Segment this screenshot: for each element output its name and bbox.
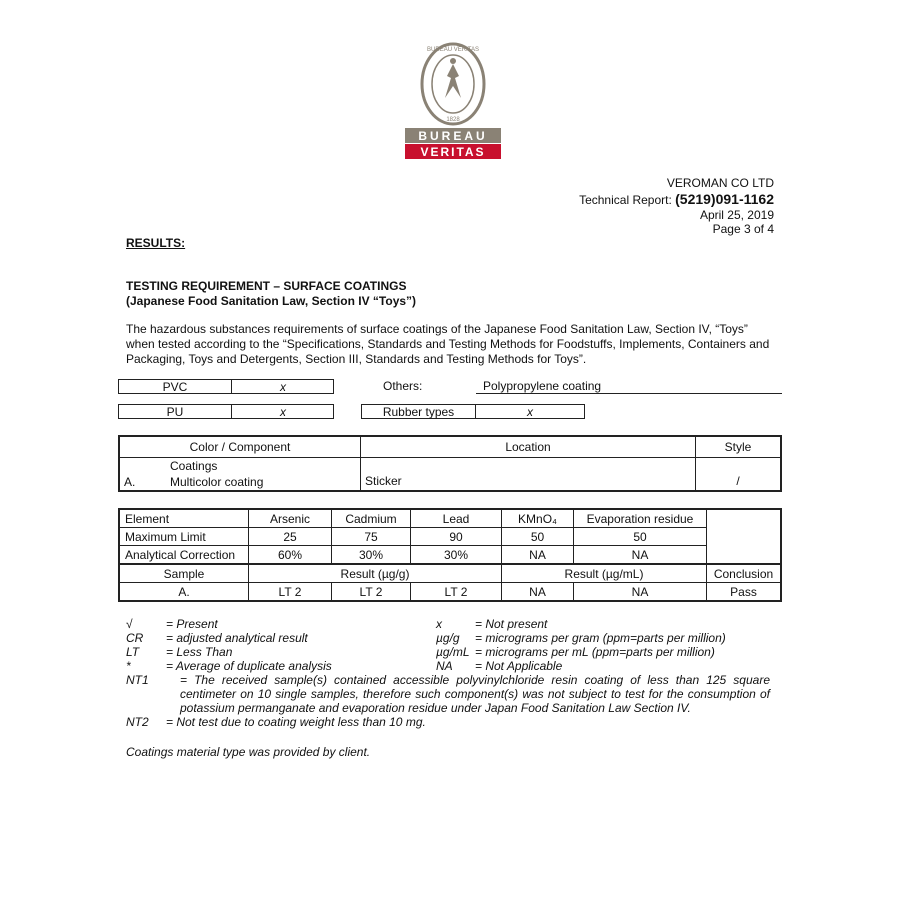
company-name: VEROMAN CO LTD: [666, 176, 774, 190]
result-evaporation: NA: [574, 583, 707, 602]
legend-symbol: *: [126, 659, 131, 673]
component-line-2: [124, 474, 356, 490]
svg-text:BUREAU VERITAS: BUREAU VERITAS: [427, 47, 479, 53]
correction-cadmium: 30%: [332, 546, 411, 565]
footnote: Coatings material type was provided by client.: [126, 745, 371, 759]
correction-kmno4: NA: [502, 546, 574, 565]
pvc-box: [118, 379, 334, 394]
correction-lead: 30%: [411, 546, 502, 565]
pvc-value: x: [280, 380, 286, 394]
max-limit-kmno4: 50: [502, 528, 574, 546]
requirement-line-1: TESTING REQUIREMENT – SURFACE COATINGS: [126, 279, 407, 293]
legend-symbol-2: x: [436, 617, 442, 631]
report-label: Technical Report:: [579, 193, 676, 207]
pu-value: x: [280, 405, 286, 419]
report-number-line: [579, 191, 774, 208]
component-id: A.: [124, 474, 136, 489]
max-limit-evaporation: 50: [574, 528, 707, 546]
requirement-line-2: (Japanese Food Sanitation Law, Section IV “Toys”): [126, 294, 417, 308]
legend-symbol-2: NA: [436, 659, 453, 673]
pvc-label: PVC: [162, 380, 188, 394]
table-row: [119, 583, 781, 602]
header-lead: Lead: [411, 509, 502, 528]
page-number: Page 3 of 4: [712, 222, 774, 236]
header-kmno4: KMnO₄: [502, 509, 574, 528]
result-kmno4: NA: [502, 583, 574, 602]
result-conclusion: Pass: [707, 583, 782, 602]
header-cadmium: Cadmium: [332, 509, 411, 528]
sample-header: Sample: [119, 564, 249, 583]
result-ug-ml-header: Result (µg/mL): [502, 564, 707, 583]
conclusion-header: Conclusion: [707, 564, 782, 583]
others-value: Polypropylene coating: [476, 379, 782, 394]
correction-evaporation: NA: [574, 546, 707, 565]
max-limit-lead: 90: [411, 528, 502, 546]
result-arsenic: LT 2: [249, 583, 332, 602]
others-label: Others:: [383, 379, 423, 393]
component-line-1: Coatings: [170, 458, 218, 473]
col-location: Location: [361, 436, 696, 457]
rubber-box: [361, 404, 585, 419]
nt2-symbol: NT2: [126, 715, 149, 729]
results-table: [118, 508, 782, 602]
sample-id: A.: [119, 583, 249, 602]
bureau-veritas-logo: [405, 42, 501, 160]
legend-symbol-2: µg/mL: [436, 645, 470, 659]
nt1-symbol: NT1: [126, 673, 149, 687]
col-color-component: Color / Component: [119, 436, 361, 457]
result-ug-g-header: Result (µg/g): [249, 564, 502, 583]
header-evaporation: Evaporation residue: [574, 509, 707, 528]
location-cell: Sticker: [361, 457, 696, 491]
legend-symbol: CR: [126, 631, 144, 645]
legend-definition: = Less Than: [166, 645, 233, 659]
legend-definition: = adjusted analytical result: [166, 631, 308, 645]
legend-symbol: √: [126, 617, 133, 631]
result-cadmium: LT 2: [332, 583, 411, 602]
style-cell: /: [696, 457, 782, 491]
legend-definition-2: = micrograms per mL (ppm=parts per million): [475, 645, 715, 659]
component-cell: [119, 457, 361, 491]
requirement-paragraph: The hazardous substances requirements of surface coatings of the Japanese Food Sanitation Law, Section IV, “Toys” when tested according to the “Specifications, Standards and Testing Methods for Foodstuffs, Implements, Containers and Packaging, Toys and Detergents, Section III, Standards and Testing Methods for Toys”.: [126, 322, 770, 366]
legend-definition: = Average of duplicate analysis: [166, 659, 332, 673]
header-element: Element: [119, 509, 249, 528]
max-limit-cadmium: 75: [332, 528, 411, 546]
nt2-text: = Not test due to coating weight less than 10 mg.: [166, 715, 426, 729]
svg-text:1828: 1828: [446, 117, 460, 123]
correction-label: Analytical Correction: [119, 546, 249, 565]
rubber-label: Rubber types: [382, 405, 455, 419]
max-limit-arsenic: 25: [249, 528, 332, 546]
report-date: April 25, 2019: [699, 208, 774, 222]
report-number: (5219)091-1162: [675, 191, 774, 207]
legend-symbol: LT: [126, 645, 140, 659]
correction-arsenic: 60%: [249, 546, 332, 565]
nt1-text: = The received sample(s) contained accessible polyvinylchloride resin coating of less than 125 square centimeter on 10 single samples, therefore such component(s) was not subject to test for the consumption of potassium permanganate and evaporation residue under Japan Food Sanitation Law Section IV.: [180, 673, 770, 715]
blank-cell: [707, 509, 782, 564]
requirement-title: [126, 279, 416, 309]
result-lead: LT 2: [411, 583, 502, 602]
pu-box: [118, 404, 334, 419]
legend-definition-2: = micrograms per gram (ppm=parts per million): [475, 631, 726, 645]
header-arsenic: Arsenic: [249, 509, 332, 528]
svg-text:VERITAS: VERITAS: [420, 145, 486, 159]
pu-label: PU: [166, 405, 184, 419]
col-style: Style: [696, 436, 782, 457]
component-name: Multicolor coating: [170, 474, 264, 489]
results-heading: RESULTS:: [126, 236, 186, 250]
legend-definition-2: = Not present: [475, 617, 548, 631]
max-limit-label: Maximum Limit: [119, 528, 249, 546]
svg-text:BUREAU: BUREAU: [418, 129, 488, 143]
component-location-table: [118, 435, 782, 492]
legend-definition-2: = Not Applicable: [475, 659, 563, 673]
rubber-value: x: [527, 405, 533, 419]
legend-definition: = Present: [166, 617, 218, 631]
legend-symbol-2: µg/g: [436, 631, 460, 645]
